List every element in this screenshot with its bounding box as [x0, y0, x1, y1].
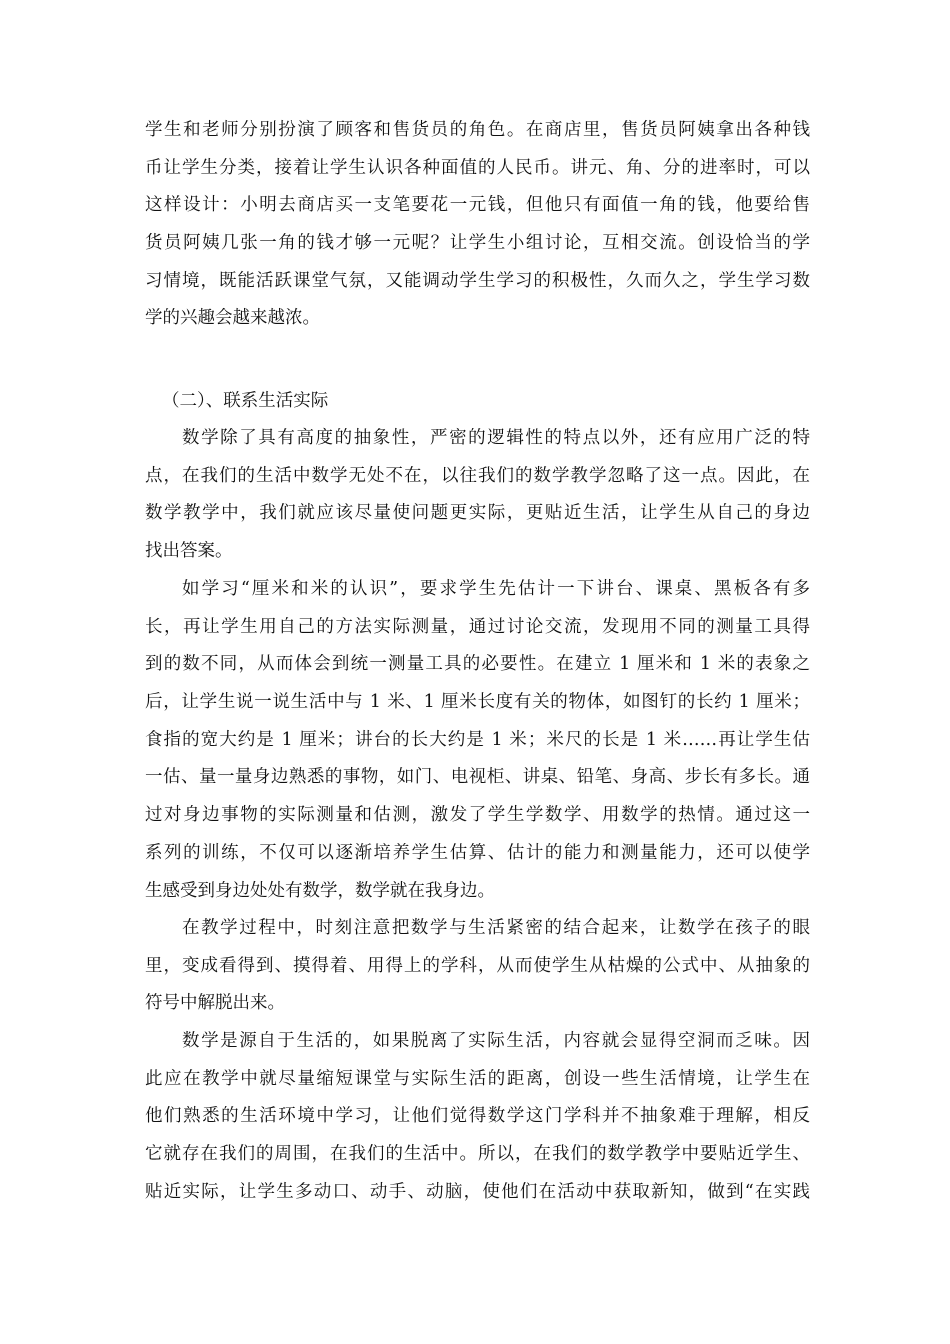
text-line: 学生和老师分别扮演了顾客和售货员的角色。在商店里，售货员阿姨拿出各种钱: [145, 120, 810, 140]
text-line: 到的数不同，从而体会到统一测量工具的必要性。在建立 1 厘米和 1 米的表象之: [145, 654, 810, 675]
text-line: 数学除了具有高度的抽象性，严密的逻辑性的特点以外，还有应用广泛的特: [182, 428, 810, 448]
text-line: 食指的宽大约是 1 厘米；讲台的长大约是 1 米；米尺的长是 1 米……再让学生估: [145, 729, 810, 750]
text-line: 币让学生分类，接着让学生认识各种面值的人民币。讲元、角、分的进率时，可以: [145, 157, 810, 178]
text-line: 过对身边事物的实际测量和估测，激发了学生学数学、用数学的热情。通过这一: [145, 805, 810, 826]
text-line: 此应在教学中就尽量缩短课堂与实际生活的距离，创设一些生活情境，让学生在: [145, 1068, 810, 1089]
paragraph-3: [145, 910, 810, 1023]
paragraph-4: [145, 1023, 810, 1211]
text-line: 一估、量一量身边熟悉的事物，如门、电视柜、讲桌、铅笔、身高、步长有多长。通: [145, 767, 810, 788]
text-line: 数学是源自于生活的，如果脱离了实际生活，内容就会显得空洞而乏味。因: [182, 1031, 810, 1051]
text-line: 贴近实际，让学生多动口、动手、动脑，使他们在活动中获取新知，做到“在实践: [145, 1181, 810, 1202]
text-line: 习情境，既能活跃课堂气氛，又能调动学生学习的积极性，久而久之，学生学习数: [145, 270, 810, 291]
text-line: 后，让学生说一说生活中与 1 米、1 厘米长度有关的物体，如图钉的长约 1 厘米；: [145, 692, 810, 713]
text-line: 系列的训练，不仅可以逐渐培养学生估算、估计的能力和测量能力，还可以使学: [145, 842, 810, 863]
text-line: 里，变成看得到、摸得着、用得上的学科，从而使学生从枯燥的公式中、从抽象的: [145, 955, 810, 976]
text-line: 这样设计：小明去商店买一支笔要花一元钱，但他只有面值一角的钱，他要给售: [145, 195, 810, 216]
text-line: 生感受到身边处处有数学，数学就在我身边。: [145, 880, 495, 901]
paragraph-continued: [145, 112, 810, 338]
text-line: 在教学过程中，时刻注意把数学与生活紧密的结合起来，让数学在孩子的眼: [182, 918, 810, 938]
text-line: 如学习“厘米和米的认识”，要求学生先估计一下讲台、课桌、黑板各有多: [182, 579, 810, 599]
text-line: 找出答案。: [145, 541, 233, 562]
text-line: 他们熟悉的生活环境中学习，让他们觉得数学这门学科并不抽象难于理解，相反: [145, 1106, 810, 1127]
text-line: 数学教学中，我们就应该尽量使问题更实际，更贴近生活，让学生从自己的身边: [145, 503, 810, 524]
text-line: 符号中解脱出来。: [145, 993, 285, 1014]
text-line: 长，再让学生用自己的方法实际测量，通过讨论交流，发现用不同的测量工具得: [145, 616, 810, 637]
paragraph-2: [145, 571, 810, 910]
section-heading: （二）、联系生活实际: [162, 391, 329, 411]
text-line: 学的兴趣会越来越浓。: [145, 308, 320, 329]
text-line: 货员阿姨几张一角的钱才够一元呢？让学生小组讨论，互相交流。创设恰当的学: [145, 233, 810, 254]
paragraph-1: [145, 420, 810, 571]
text-line: 点，在我们的生活中数学无处不在，以往我们的数学教学忽略了这一点。因此，在: [145, 465, 810, 486]
text-line: 它就存在我们的周围，在我们的生活中。所以，在我们的数学教学中要贴近学生、: [145, 1144, 810, 1165]
